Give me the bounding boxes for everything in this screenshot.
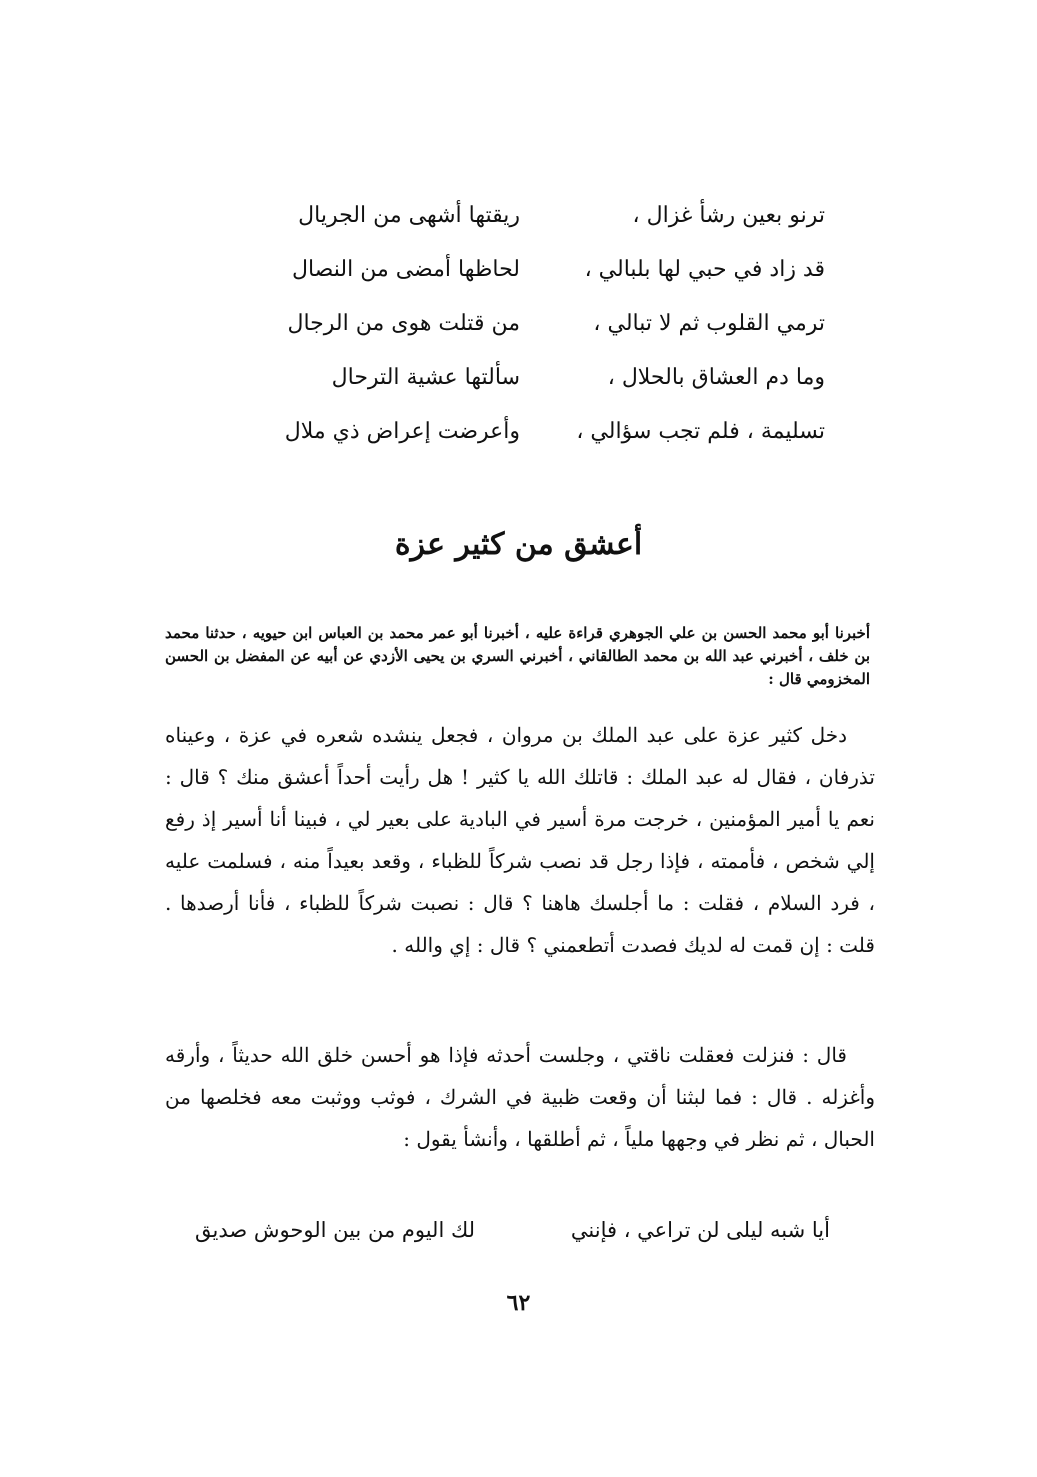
verse-second-hemistich: لك اليوم من بين الوحوش صديق	[195, 1218, 476, 1242]
body-paragraph: قال : فنزلت فعقلت ناقتي ، وجلست أحدثه فإذا هو أحسن خلق الله حديثاً ، وأرقه وأغزله . قال : فما لبثنا أن وقعت ظبية في الشرك ، فوثب ووثبت معه فخلصها من الحبال ، ثم نظر في وجهها ملياً ، ثم أطلقها ، وأنشأ يقول :	[165, 1043, 875, 1151]
verse-line	[230, 188, 825, 242]
verse-line	[230, 350, 825, 404]
verse-line	[230, 296, 825, 350]
verse-second-hemistich: سألتها عشية الترحال	[331, 364, 520, 390]
page-number: ٦٢	[506, 1290, 531, 1316]
verse-first-hemistich: تسليمة ، فلم تجب سؤالي ،	[576, 418, 825, 444]
verse-first-hemistich: وما دم العشاق بالحلال ،	[607, 364, 825, 390]
section-title: أعشق من كثير عزة	[394, 527, 643, 562]
verse-first-hemistich: ترنو بعين رشأ غزال ،	[632, 202, 825, 228]
verse-first-hemistich: قد زاد في حبي لها بلبالي ،	[584, 256, 825, 282]
verse-line	[230, 404, 825, 458]
verse-first-hemistich: ترمي القلوب ثم لا تبالي ،	[593, 310, 825, 336]
poem-verses	[230, 188, 825, 458]
verse-line	[230, 242, 825, 296]
verse-second-hemistich: لحاظها أمضى من النصال	[291, 256, 520, 282]
body-paragraph: دخل كثير عزة على عبد الملك بن مروان ، فجعل ينشده شعره في عزة ، وعيناه تذرفان ، فقال له عبد الملك : قاتلك الله يا كثير ! هل رأيت أحداً أعشق منك ؟ قال : نعم يا أمير المؤمنين ، خرجت مرة أسير في البادية على بعير لي ، فبينا أنا أسير إذ رفع إلي شخص ، فأممته ، فإذا رجل قد نصب شركاً للظباء ، وقعد بعيداً منه ، فسلمت عليه ، فرد السلام ، فقلت : ما أجلسك هاهنا ؟ قال : نصبت شركاً للظباء ، فأنا أرصدها . قلت : إن قمت له لديك فصدت أتطعمني ؟ قال : إي والله .	[165, 723, 875, 957]
verse-second-hemistich: ريقتها أشهى من الجريال	[298, 202, 520, 228]
verse-second-hemistich: وأعرضت إعراض ذي ملال	[284, 418, 520, 444]
verse-second-hemistich: من قتلت هوى من الرجال	[287, 310, 520, 336]
closing-verse	[195, 1218, 830, 1242]
isnad-chain: أخبرنا أبو محمد الحسن بن علي الجوهري قراءة عليه ، أخبرنا أبو عمر محمد بن العباس ابن حيويه ، حدثنا محمد بن خلف ، أخبرني عبد الله بن محمد الطالقاني ، أخبرني السري بن يحيى الأزدي عن أبيه عن المفضل بن الحسن المخزومي قال :	[165, 624, 870, 688]
verse-first-hemistich: أيا شبه ليلى لن تراعي ، فإنني	[570, 1218, 830, 1242]
